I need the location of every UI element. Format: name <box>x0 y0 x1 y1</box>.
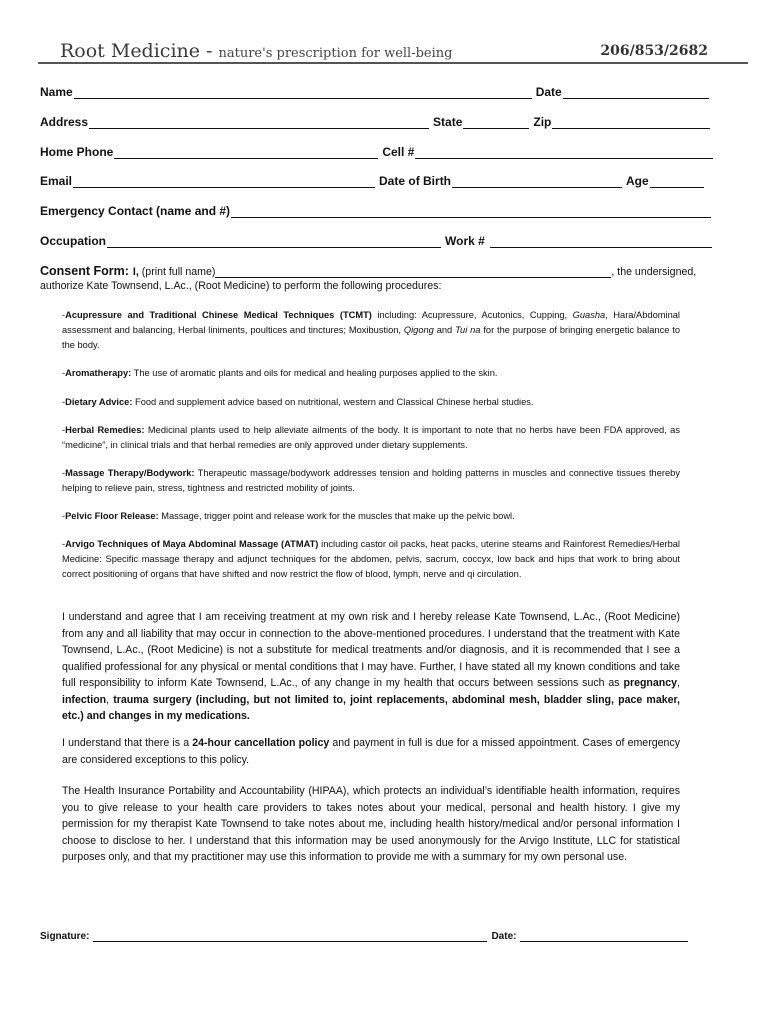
signature-label: Signature: <box>40 931 90 942</box>
consent-i: I, <box>132 266 139 278</box>
home-phone-label: Home Phone <box>40 145 114 159</box>
row-emergency <box>40 202 722 218</box>
procedure-dietary: -Dietary Advice: Food and supplement advice based on nutritional, western and Classical Chinese herbal studies. <box>62 397 534 407</box>
occupation-label: Occupation <box>40 234 107 248</box>
hipaa-paragraph: The Health Insurance Portability and Accountability (HIPAA), which protects an individual’s identifiable health information, requires you to give release to your health care providers to takes notes about your medical, personal and health history. I give my permission for my therapist Kate Townsend to take notes about me, including health history/medical and/or personal information I choose to disclose to her. I understand that this information may be used anonymously for the Arvigo Institute, LLC for statistical purposes only, and that my practitioner may use this information to provide me with a summary for my own personal use. <box>62 785 680 863</box>
age-label: Age <box>626 174 649 188</box>
cell-field[interactable] <box>415 146 713 159</box>
emergency-field[interactable] <box>231 205 711 218</box>
date-label: Date <box>535 85 562 99</box>
procedure-aromatherapy: -Aromatherapy: The use of aromatic plants and oils for medical and healing purposes applied to the skin. <box>62 368 498 378</box>
cell-label: Cell # <box>382 145 415 159</box>
emergency-label: Emergency Contact (name and #) <box>40 204 231 218</box>
procedure-herbal: -Herbal Remedies: Medicinal plants used to help alleviate ailments of the body. It is important to note that no herbs have been FDA approved, as “medicine”, in clinical trials and that herbal remedies are only approved under dietary supplements. <box>62 425 680 450</box>
dob-field[interactable] <box>452 175 622 188</box>
address-label: Address <box>40 115 89 129</box>
email-field[interactable] <box>73 175 375 188</box>
consent-title: Consent Form: <box>40 264 129 278</box>
signature-date-field[interactable] <box>520 931 688 942</box>
print-name-hint: (print full name) <box>141 266 216 278</box>
row-address <box>40 113 722 129</box>
row-phones <box>40 143 722 159</box>
authorize-text: authorize Kate Townsend, L.Ac., (Root Medicine) to perform the following procedures: <box>40 280 442 292</box>
row-name-date <box>40 83 722 99</box>
home-phone-field[interactable] <box>114 146 378 159</box>
brand-tagline: nature's prescription for well-being <box>218 46 453 61</box>
state-field[interactable] <box>463 116 529 129</box>
zip-field[interactable] <box>552 116 710 129</box>
work-label: Work # <box>445 234 485 248</box>
header-divider <box>38 62 748 64</box>
address-field[interactable] <box>89 116 429 129</box>
procedure-massage: -Massage Therapy/Bodywork: Therapeutic massage/bodywork addresses tension and holding patterns in muscles and connective tissues thereby helping to relieve pain, stress, tightness and restricted mobility of joints. <box>62 468 680 493</box>
age-field[interactable] <box>650 175 704 188</box>
undersigned-text: , the undersigned, <box>611 266 697 278</box>
date-field[interactable] <box>563 86 709 99</box>
occupation-field[interactable] <box>107 235 441 248</box>
state-label: State <box>433 115 463 129</box>
cancellation-paragraph: I understand that there is a 24-hour cancellation policy and payment in full is due for a missed appointment. Cases of emergency are considered exceptions to this policy. <box>62 737 680 766</box>
full-name-field[interactable] <box>215 267 611 278</box>
liability-paragraph: I understand and agree that I am receiving treatment at my own risk and I hereby release Kate Townsend, L.Ac., (Root Medicine) from any and all liability that may occur in connection to the above-mentioned procedures. I understand that the treatment with Kate Townsend, L.Ac., (Root Medicine) is not a substitute for medical treatments and/or diagnosis, and it is recommended that I see a qualified professional for any physical or mental conditions that I may have. Further, I have stated all my known conditions and take full responsibility to inform Kate Townsend, L.Ac., of any change in my health that occurs between sessions such as pregnancy, infection, trauma surgery (including, but not limited to, joint replacements, abdominal mesh, bladder sling, pace maker, etc.) and changes in my medications. <box>62 611 681 722</box>
letterhead <box>38 40 728 62</box>
signature-row <box>40 928 700 942</box>
work-field[interactable] <box>490 235 712 248</box>
brand-title: Root Medicine - nature's prescription for well-being <box>60 40 453 62</box>
email-label: Email <box>40 174 73 188</box>
procedure-atmat: -Arvigo Techniques of Maya Abdominal Massage (ATMAT) including castor oil packs, heat packs, uterine steams and Rainforest Remedies/Herbal Medicine: Specific massage therapy and adjunct techniques for the abdomen, pelvis, sacrum, coccyx, low back and hips that work to bring about correct positioning of organs that have shifted and now restrict the flow of blood, lymph, nerve and qi circulation. <box>62 539 680 579</box>
signature-field[interactable] <box>93 931 487 942</box>
procedure-pelvic: -Pelvic Floor Release: Massage, trigger point and release work for the muscles that make up the pelvic bowl. <box>62 511 515 521</box>
row-email-dob <box>40 172 722 188</box>
zip-label: Zip <box>533 115 552 129</box>
name-field[interactable] <box>74 86 532 99</box>
signature-date-label: Date: <box>491 931 517 942</box>
dob-label: Date of Birth <box>379 174 452 188</box>
procedure-tcmt: -Acupressure and Traditional Chinese Medical Techniques (TCMT) including: Acupressure, Acutonics, Cupping, Guasha, Hara/Abdominal assessment and balancing, Herbal liniments, poultices and tinctures; Moxibustion, Qigong and Tui na for the purpose of bringing energetic balance to the body. <box>62 310 681 350</box>
phone-number: 206/853/2682 <box>600 43 708 59</box>
row-occupation <box>40 232 722 248</box>
consent-line <box>40 262 724 278</box>
name-label: Name <box>40 85 73 99</box>
